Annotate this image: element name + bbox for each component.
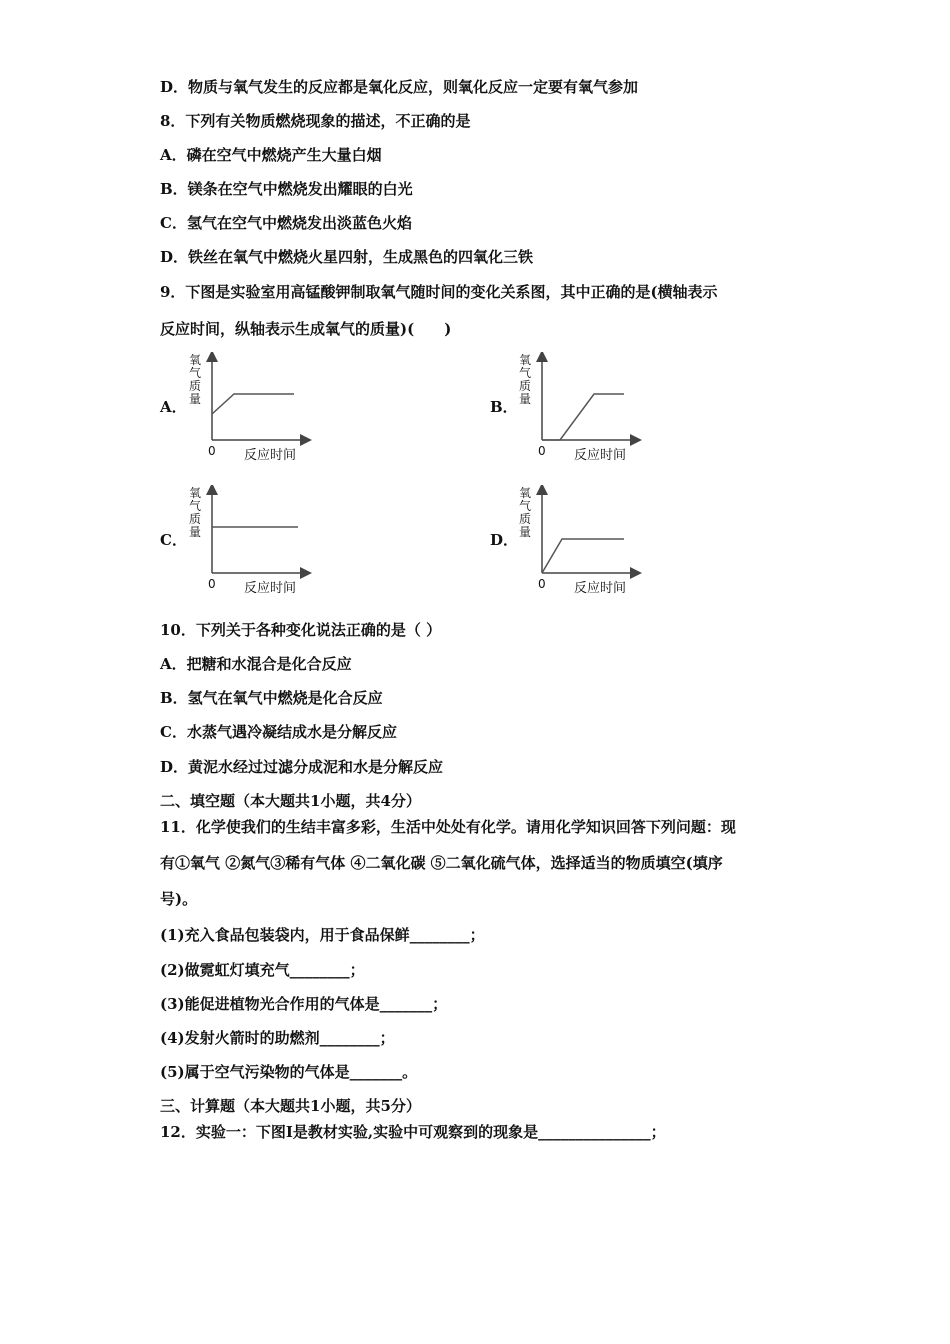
x-axis-label: 反应时间: [574, 581, 627, 596]
x-axis-label: 反应时间: [244, 581, 297, 596]
question-11-cont: 号)。: [160, 890, 198, 908]
question-11: 11．化学使我们的生结丰富多彩，生活中处处有化学。请用化学知识回答下列问题：现: [160, 818, 736, 836]
graph-c: [160, 485, 310, 600]
question-12: 12．实验一：下图Ⅰ是教材实验,实验中可观察到的现象是_______________；: [160, 1123, 666, 1141]
option-d: D．黄泥水经过过滤分成泥和水是分解反应: [160, 758, 444, 776]
origin-label: 0: [208, 577, 216, 591]
data-curve: [542, 394, 624, 440]
question-10: 10．下列关于各种变化说法正确的是（ ）: [160, 621, 442, 639]
data-curve: [212, 394, 294, 414]
graph-plot: [532, 352, 642, 447]
option-c: C．水蒸气遇冷凝结成水是分解反应: [160, 723, 397, 741]
origin-label: 0: [538, 577, 546, 591]
graph-letter: B．: [490, 398, 518, 416]
graph-a: [160, 352, 310, 467]
option-d: D．铁丝在氧气中燃烧火星四射，生成黑色的四氧化三铁: [160, 248, 534, 266]
x-axis-label: 反应时间: [574, 448, 627, 463]
option-c: C．氢气在空气中燃烧发出淡蓝色火焰: [160, 214, 412, 232]
option-a: A．磷在空气中燃烧产生大量白烟: [160, 146, 382, 164]
option-b: B．镁条在空气中燃烧发出耀眼的白光: [160, 180, 413, 198]
y-axis-label: 氧气质量: [188, 486, 201, 539]
question-11-cont: 有①氧气 ②氮气③稀有气体 ④二氧化碳 ⑤二氧化硫气体，选择适当的物质填空(填序: [160, 854, 723, 872]
section-heading: 二、填空题（本大题共1小题，共4分）: [160, 792, 421, 810]
graph-letter: D．: [490, 531, 519, 549]
question-9-cont: 反应时间，纵轴表示生成氧气的质量)( ): [160, 320, 452, 338]
blank-item-1: (1)充入食品包装袋内，用于食品保鲜________；: [160, 926, 485, 944]
question-9: 9．下图是实验室用高锰酸钾制取氧气随时间的变化关系图，其中正确的是(横轴表示: [160, 283, 718, 301]
graph-b: [490, 352, 640, 467]
section-heading: 三、计算题（本大题共1小题，共5分）: [160, 1097, 421, 1115]
origin-label: 0: [208, 444, 216, 458]
y-axis-label: 氧气质量: [518, 353, 531, 406]
option-a: A．把糖和水混合是化合反应: [160, 655, 352, 673]
question-8: 8．下列有关物质燃烧现象的描述，不正确的是: [160, 112, 471, 130]
data-curve: [542, 539, 624, 573]
graph-letter: C．: [160, 531, 187, 549]
x-axis-label: 反应时间: [244, 448, 297, 463]
y-axis-label: 氧气质量: [518, 486, 531, 539]
option-b: B．氢气在氧气中燃烧是化合反应: [160, 689, 383, 707]
text-line: D．物质与氧气发生的反应都是氧化反应，则氧化反应一定要有氧气参加: [160, 78, 639, 96]
graph-plot: [532, 485, 642, 580]
graph-letter: A．: [160, 398, 187, 416]
blank-item-2: (2)做霓虹灯填充气________；: [160, 961, 365, 979]
blank-item-5: (5)属于空气污染物的气体是_______。: [160, 1063, 418, 1081]
graph-d: [490, 485, 640, 600]
graph-plot: [202, 352, 312, 447]
graph-plot: [202, 485, 312, 580]
blank-item-3: (3)能促进植物光合作用的气体是_______；: [160, 995, 448, 1013]
origin-label: 0: [538, 444, 546, 458]
y-axis-label: 氧气质量: [188, 353, 201, 406]
blank-item-4: (4)发射火箭时的助燃剂________；: [160, 1029, 395, 1047]
